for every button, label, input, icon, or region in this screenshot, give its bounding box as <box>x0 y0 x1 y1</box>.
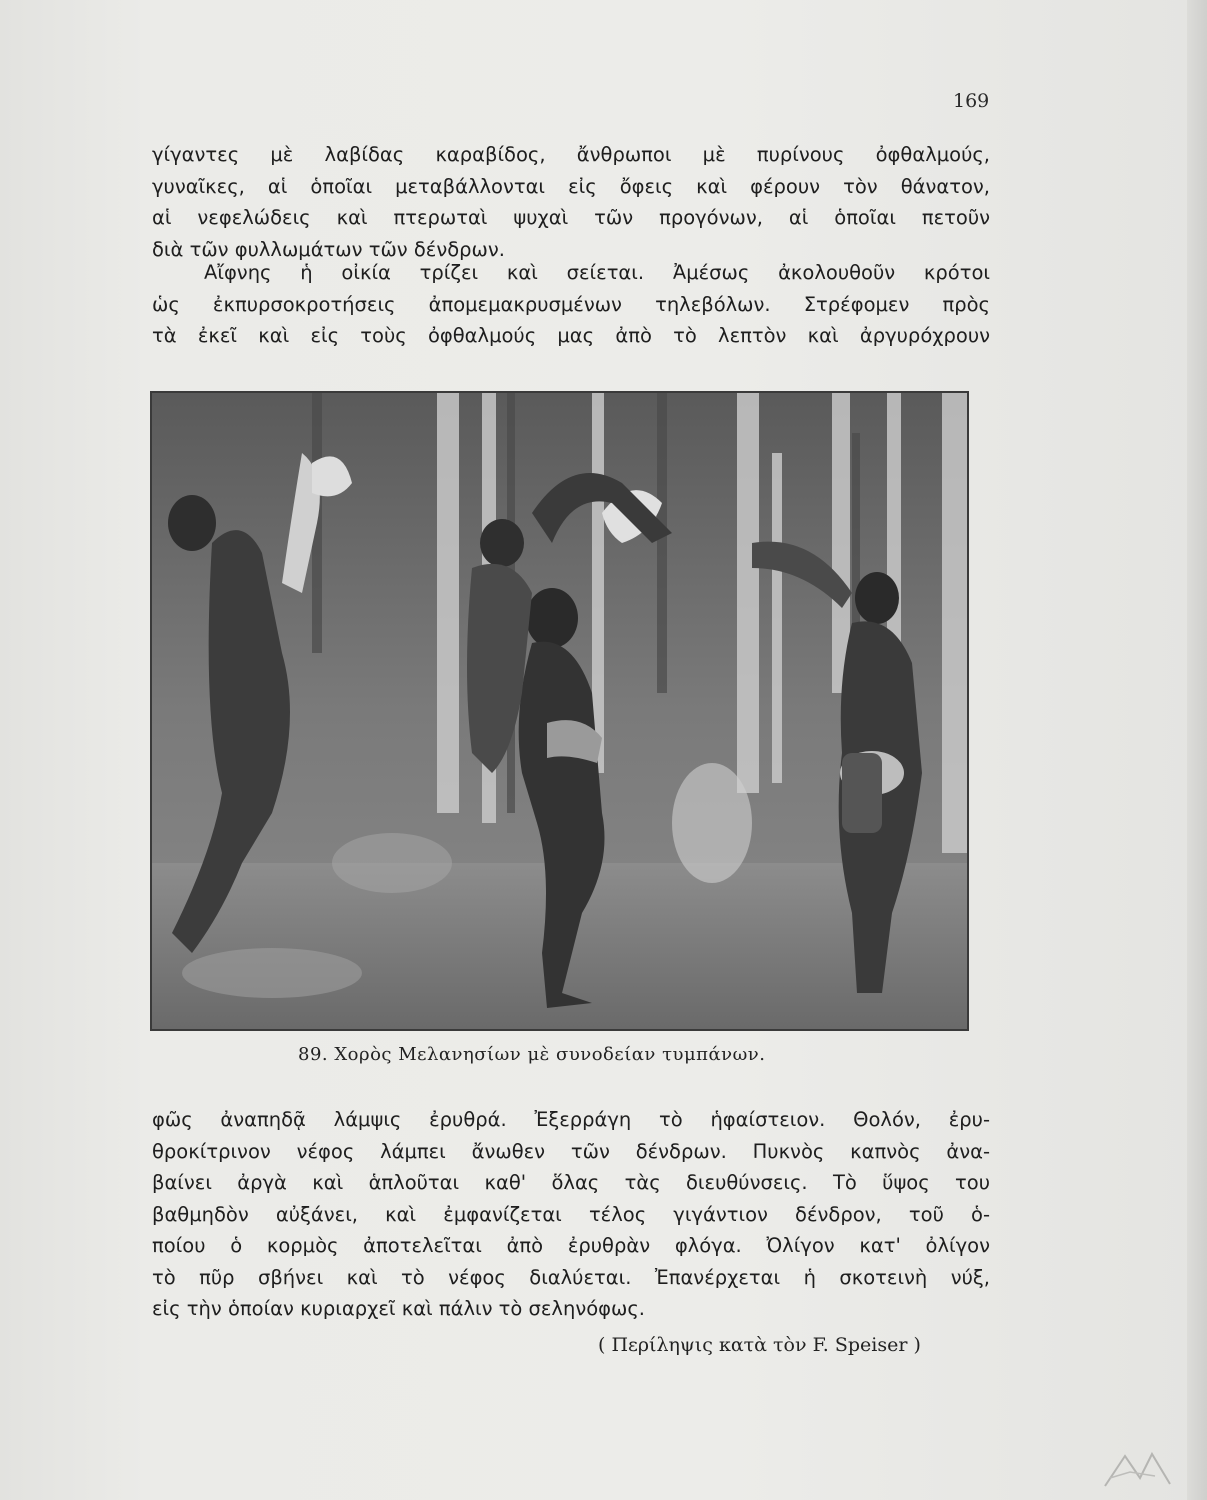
text-line: διὰ τῶν φυλλωμάτων τῶν δένδρων. <box>152 237 505 261</box>
attribution: ( Περίληψις κατὰ τὸν F. Speiser ) <box>598 1334 921 1356</box>
text-line: βαθμηδὸν αὐξάνει, καὶ ἐμφανίζεται τέλος γιγάντιον δένδρον, τοῦ ὁ- <box>152 1202 990 1226</box>
text-line: αἱ νεφελώδεις καὶ πτερωταὶ ψυχαὶ τῶν προγόνων, αἱ ὁποῖαι πετοῦν <box>152 206 990 229</box>
text-line: εἰς τὴν ὁποίαν κυριαρχεῖ καὶ πάλιν τὸ σεληνόφως. <box>152 1297 645 1320</box>
text-line: ὡς ἐκπυρσοκροτήσεις ἀπομεμακρυσμένων τηλεβόλων. Στρέφομεν πρὸς <box>152 292 990 316</box>
text-line: φῶς ἀναπηδᾷ λάμψις ἐρυθρά. Ἐξερράγη τὸ ἡφαίστειον. Θολόν, ἐρυ- <box>152 1108 990 1131</box>
text-line: γίγαντες μὲ λαβίδας καραβίδος, ἄνθρωποι μὲ πυρίνους ὀφθαλμούς, <box>152 143 990 166</box>
text-line: ποίου ὁ κορμὸς ἀποτελεῖται ἀπὸ ἐρυθρὰν φλόγα. Ὀλίγον κατ' ὀλίγον <box>152 1234 990 1257</box>
page-edge <box>1187 0 1207 1500</box>
paragraph-3 <box>152 1104 990 1325</box>
corner-stamp-mark <box>1100 1448 1180 1488</box>
text-line: Αἴφνης ἡ οἰκία τρίζει καὶ σείεται. Ἀμέσως ἀκολουθοῦν κρότοι <box>204 261 990 284</box>
photograph-melanesian-dance <box>150 391 969 1031</box>
text-line: τὸ πῦρ σβήνει καὶ τὸ νέφος διαλύεται. Ἐπανέρχεται ἡ σκοτεινὴ νύξ, <box>152 1265 990 1289</box>
text-line: γυναῖκες, αἱ ὁποῖαι μεταβάλλονται εἰς ὄφεις καὶ φέρουν τὸν θάνατον, <box>152 174 990 198</box>
paragraph-1 <box>152 139 990 265</box>
page-number: 169 <box>953 90 990 112</box>
paragraph-2 <box>152 257 990 352</box>
text-line: τὰ ἐκεῖ καὶ εἰς τοὺς ὀφθαλμούς μας ἀπὸ τὸ λεπτὸν καὶ ἀργυρόχρουν <box>152 324 990 347</box>
figure-caption: 89. Χορὸς Μελανησίων μὲ συνοδείαν τυμπάνων. <box>298 1044 766 1065</box>
text-line: θροκίτρινον νέφος λάμπει ἄνωθεν τῶν δένδρων. Πυκνὸς καπνὸς ἀνα- <box>152 1139 990 1163</box>
text-line: βαίνει ἀργὰ καὶ ἁπλοῦται καθ' ὅλας τὰς διευθύνσεις. Τὸ ὕψος του <box>152 1171 990 1194</box>
